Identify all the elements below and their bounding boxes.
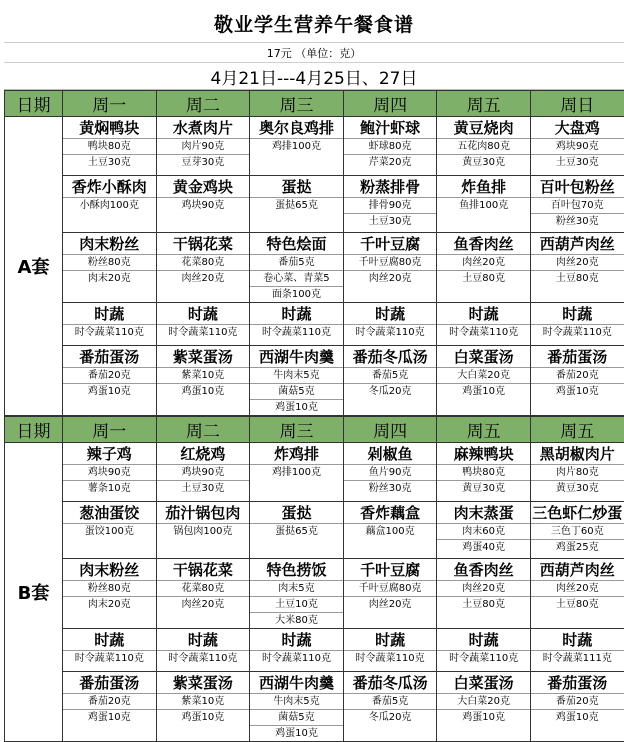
ingredient-line: 花菜80克 [157,254,250,270]
menu-cell [437,117,531,176]
ingredient-line: 粉丝80克 [63,254,156,270]
ingredient-line: 番茄20克 [63,693,156,709]
ingredient-line: 时令蔬菜110克 [157,650,250,666]
menu-cell [156,117,250,176]
set-label: B套 [5,443,63,742]
dish-name: 白菜蛋汤 [437,672,530,693]
dish-name: 黄焖鸭块 [63,117,156,138]
dish-name: 特色捞饭 [250,559,343,580]
dish-name: 紫菜蛋汤 [157,672,250,693]
dish-name: 西葫芦肉丝 [531,233,624,254]
menu-cell [437,346,531,416]
ingredient-line: 时令蔬菜110克 [437,650,530,666]
menu-row [5,443,624,502]
menu-cell [530,629,624,672]
day-header: 周四 [343,417,437,443]
ingredient-line: 土豆80克 [531,270,624,286]
menu-row [5,176,624,233]
ingredient-line: 虾球80克 [344,138,437,154]
menu-cell [530,672,624,742]
menu-cell [63,233,157,303]
menu-cell [343,233,437,303]
dish-name: 紫菜蛋汤 [157,346,250,367]
dish-name: 时蔬 [531,303,624,324]
ingredient-line: 蛋挞65克 [250,197,343,213]
dish-name: 三色虾仁炒蛋 [531,502,624,523]
menu-cell [343,303,437,346]
dish-name: 蛋挞 [250,502,343,523]
dish-name: 粉蒸排骨 [344,176,437,197]
ingredient-line: 花菜80克 [157,580,250,596]
dish-name: 干锅花菜 [157,233,250,254]
ingredient-line: 面条100克 [250,286,343,302]
ingredient-line: 卷心菜、青菜5 [250,270,343,286]
dish-name: 肉末粉丝 [63,233,156,254]
menu-cell [156,443,250,502]
ingredient-line: 肉末60克 [437,523,530,539]
dish-name: 时蔬 [63,303,156,324]
menu-row [5,672,624,742]
dish-name: 红烧鸡 [157,443,250,464]
ingredient-line: 土豆80克 [437,596,530,612]
ingredient-line: 时令蔬菜110克 [344,650,437,666]
dish-name: 时蔬 [344,629,437,650]
day-header: 周一 [63,417,157,443]
ingredient-line: 肉丝20克 [344,270,437,286]
ingredient-line: 三色丁60克 [531,523,624,539]
ingredient-line: 鸡蛋10克 [250,399,343,415]
ingredient-line: 大白菜20克 [437,367,530,383]
day-header-row [5,417,624,443]
day-header: 周三 [250,91,344,117]
day-header: 周二 [156,417,250,443]
ingredient-line: 鸡块90克 [531,138,624,154]
menu-cell [63,502,157,559]
menu-cell [63,629,157,672]
price-unit-subtitle: 17元 （单位：克） [4,43,624,63]
menu-cell [250,672,344,742]
dish-name: 剁椒鱼 [344,443,437,464]
dish-name: 炸鱼排 [437,176,530,197]
menu-cell [437,502,531,559]
ingredient-line: 鸡蛋10克 [250,725,343,741]
ingredient-line: 土豆30克 [63,154,156,170]
menu-row [5,502,624,559]
dish-name: 番茄蛋汤 [63,346,156,367]
ingredient-line: 五花肉80克 [437,138,530,154]
menu-cell [156,502,250,559]
dish-name: 西湖牛肉羹 [250,346,343,367]
menu-cell [343,672,437,742]
ingredient-line: 肉丝20克 [531,254,624,270]
ingredient-line: 时令蔬菜110克 [157,324,250,340]
menu-cell [156,629,250,672]
ingredient-line: 粉丝30克 [344,480,437,496]
dish-name: 肉末粉丝 [63,559,156,580]
ingredient-line: 鸡蛋10克 [437,709,530,725]
dish-name: 奥尔良鸡排 [250,117,343,138]
dish-name: 黄豆烧肉 [437,117,530,138]
dish-name: 麻辣鸭块 [437,443,530,464]
menu-cell [437,672,531,742]
ingredient-line: 鸡块90克 [157,464,250,480]
ingredient-line: 冬瓜20克 [344,709,437,725]
ingredient-line: 肉丝20克 [531,580,624,596]
ingredient-line: 时令蔬菜110克 [63,324,156,340]
ingredient-line: 时令蔬菜110克 [63,650,156,666]
dish-name: 时蔬 [157,303,250,324]
ingredient-line: 牛肉末5克 [250,367,343,383]
ingredient-line: 土豆80克 [531,596,624,612]
menu-cell [156,176,250,233]
ingredient-line: 鸡蛋10克 [437,383,530,399]
menu-cell [437,443,531,502]
dish-name: 百叶包粉丝 [531,176,624,197]
ingredient-line: 黄豆30克 [437,154,530,170]
menu-cell [437,559,531,629]
ingredient-line: 千叶豆腐80克 [344,254,437,270]
ingredient-line: 鸡蛋40克 [437,539,530,555]
dish-name: 时蔬 [250,629,343,650]
dish-name: 西湖牛肉羹 [250,672,343,693]
ingredient-line: 番茄5克 [344,367,437,383]
menu-cell [530,443,624,502]
ingredient-line: 芹菜20克 [344,154,437,170]
menu-cell [437,629,531,672]
dish-name: 千叶豆腐 [344,559,437,580]
ingredient-line: 紫菜10克 [157,367,250,383]
ingredient-line: 鱼排100克 [437,197,530,213]
ingredient-line: 牛肉末5克 [250,693,343,709]
menu-cell [250,502,344,559]
menu-cell [530,176,624,233]
dish-name: 茄汁锅包肉 [157,502,250,523]
ingredient-line: 蛋饺100克 [63,523,156,539]
ingredient-line: 肉丝20克 [344,596,437,612]
menu-cell [343,559,437,629]
menu-table-a [4,90,624,416]
ingredient-line: 鱼片90克 [344,464,437,480]
ingredient-line: 大白菜20克 [437,693,530,709]
ingredient-line: 时令蔬菜110克 [250,650,343,666]
ingredient-line: 番茄5克 [344,693,437,709]
menu-cell [63,117,157,176]
menu-table-b [4,416,624,742]
menu-row [5,629,624,672]
ingredient-line: 肉丝20克 [157,270,250,286]
menu-cell [437,176,531,233]
menu-cell [250,346,344,416]
ingredient-line: 时令蔬菜111克 [531,650,624,666]
day-header: 周三 [250,417,344,443]
dish-name: 时蔬 [157,629,250,650]
ingredient-line: 菌菇5克 [250,383,343,399]
ingredient-line: 百叶包70克 [531,197,624,213]
ingredient-line: 排骨90克 [344,197,437,213]
ingredient-line: 番茄20克 [531,693,624,709]
ingredient-line: 时令蔬菜110克 [344,324,437,340]
ingredient-line: 粉丝80克 [63,580,156,596]
dish-name: 番茄蛋汤 [531,346,624,367]
ingredient-line: 鸡蛋10克 [157,383,250,399]
menu-cell [530,502,624,559]
menu-cell [250,233,344,303]
menu-cell [63,346,157,416]
dish-name: 黄金鸡块 [157,176,250,197]
ingredient-line: 鸡排100克 [250,464,343,480]
dish-name: 特色烩面 [250,233,343,254]
menu-sheet [4,4,624,734]
day-header: 周日 [530,91,624,117]
menu-cell [63,303,157,346]
dish-name: 白菜蛋汤 [437,346,530,367]
ingredient-line: 土豆30克 [344,213,437,229]
ingredient-line: 肉丝20克 [437,580,530,596]
dish-name: 番茄蛋汤 [63,672,156,693]
menu-cell [437,303,531,346]
ingredient-line: 小酥肉100克 [63,197,156,213]
menu-cell [250,117,344,176]
ingredient-line: 冬瓜20克 [344,383,437,399]
date-range: 4月21日---4月25日、27日 [4,63,624,90]
dish-name: 时蔬 [437,303,530,324]
menu-cell [156,672,250,742]
menu-cell [156,559,250,629]
ingredient-line: 鸭块80克 [63,138,156,154]
dish-name: 番茄冬瓜汤 [344,346,437,367]
day-header: 周五 [437,91,531,117]
set-label: A套 [5,117,63,416]
ingredient-line: 鸡蛋10克 [157,709,250,725]
ingredient-line: 土豆80克 [437,270,530,286]
ingredient-line: 土豆30克 [531,154,624,170]
ingredient-line: 土豆10克 [250,596,343,612]
date-header-label: 日期 [5,91,63,117]
ingredient-line: 蛋挞65克 [250,523,343,539]
ingredient-line: 大米80克 [250,612,343,628]
dish-name: 辣子鸡 [63,443,156,464]
ingredient-line: 黄豆30克 [531,480,624,496]
day-header: 周四 [343,91,437,117]
day-header: 周一 [63,91,157,117]
ingredient-line: 番茄20克 [531,367,624,383]
ingredient-line: 鸡蛋25克 [531,539,624,555]
ingredient-line: 藕盒100克 [344,523,437,539]
menu-cell [343,346,437,416]
menu-row [5,117,624,176]
menu-cell [250,176,344,233]
ingredient-line: 薯条10克 [63,480,156,496]
ingredient-line: 肉片80克 [531,464,624,480]
menu-row [5,559,624,629]
day-header-row [5,91,624,117]
menu-cell [63,176,157,233]
dish-name: 千叶豆腐 [344,233,437,254]
ingredient-line: 肉丝20克 [437,254,530,270]
ingredient-line: 鸡蛋10克 [63,709,156,725]
menu-cell [156,303,250,346]
dish-name: 时蔬 [250,303,343,324]
ingredient-line: 鸡蛋10克 [531,709,624,725]
menu-cell [530,233,624,303]
dish-name: 时蔬 [531,629,624,650]
dish-name: 鱼香肉丝 [437,233,530,254]
dish-name: 黑胡椒肉片 [531,443,624,464]
ingredient-line: 锅包肉100克 [157,523,250,539]
menu-cell [343,629,437,672]
ingredient-line: 鸡蛋10克 [531,383,624,399]
ingredient-line: 千叶豆腐80克 [344,580,437,596]
dish-name: 时蔬 [63,629,156,650]
day-header: 周五 [530,417,624,443]
day-header: 周五 [437,417,531,443]
ingredient-line: 鸡块90克 [63,464,156,480]
dish-name: 肉末蒸蛋 [437,502,530,523]
menu-cell [250,629,344,672]
dish-name: 鲍汁虾球 [344,117,437,138]
menu-cell [437,233,531,303]
ingredient-line: 粉丝30克 [531,213,624,229]
ingredient-line: 豆芽30克 [157,154,250,170]
ingredient-line: 鸡蛋10克 [63,383,156,399]
menu-cell [250,303,344,346]
dish-name: 干锅花菜 [157,559,250,580]
menu-row [5,346,624,416]
ingredient-line: 菌菇5克 [250,709,343,725]
menu-cell [530,117,624,176]
ingredient-line: 紫菜10克 [157,693,250,709]
ingredient-line: 肉末20克 [63,270,156,286]
ingredient-line: 肉片90克 [157,138,250,154]
menu-cell [250,559,344,629]
dish-name: 番茄冬瓜汤 [344,672,437,693]
dish-name: 西葫芦肉丝 [531,559,624,580]
dish-name: 葱油蛋饺 [63,502,156,523]
dish-name: 番茄蛋汤 [531,672,624,693]
menu-cell [63,672,157,742]
menu-cell [343,117,437,176]
page-title: 敬业学生营养午餐食谱 [4,4,624,43]
ingredient-line: 肉末5克 [250,580,343,596]
date-header-label: 日期 [5,417,63,443]
dish-name: 香炸小酥肉 [63,176,156,197]
menu-cell [343,176,437,233]
menu-cell [156,233,250,303]
day-header: 周二 [156,91,250,117]
menu-cell [250,443,344,502]
menu-cell [530,559,624,629]
ingredient-line: 时令蔬菜110克 [250,324,343,340]
menu-row [5,233,624,303]
menu-cell [63,559,157,629]
menu-cell [530,346,624,416]
menu-cell [63,443,157,502]
dish-name: 鱼香肉丝 [437,559,530,580]
menu-cell [156,346,250,416]
menu-row [5,303,624,346]
dish-name: 水煮肉片 [157,117,250,138]
menu-cell [530,303,624,346]
ingredient-line: 肉丝20克 [157,596,250,612]
dish-name: 时蔬 [437,629,530,650]
ingredient-line: 番茄5克 [250,254,343,270]
ingredient-line: 鸡块90克 [157,197,250,213]
ingredient-line: 鸡排100克 [250,138,343,154]
ingredient-line: 鸭块80克 [437,464,530,480]
ingredient-line: 黄豆30克 [437,480,530,496]
ingredient-line: 时令蔬菜110克 [531,324,624,340]
ingredient-line: 时令蔬菜110克 [437,324,530,340]
menu-cell [343,443,437,502]
dish-name: 时蔬 [344,303,437,324]
dish-name: 大盘鸡 [531,117,624,138]
ingredient-line: 番茄20克 [63,367,156,383]
ingredient-line: 肉末20克 [63,596,156,612]
ingredient-line: 土豆30克 [157,480,250,496]
menu-cell [343,502,437,559]
dish-name: 蛋挞 [250,176,343,197]
dish-name: 香炸藕盒 [344,502,437,523]
dish-name: 炸鸡排 [250,443,343,464]
